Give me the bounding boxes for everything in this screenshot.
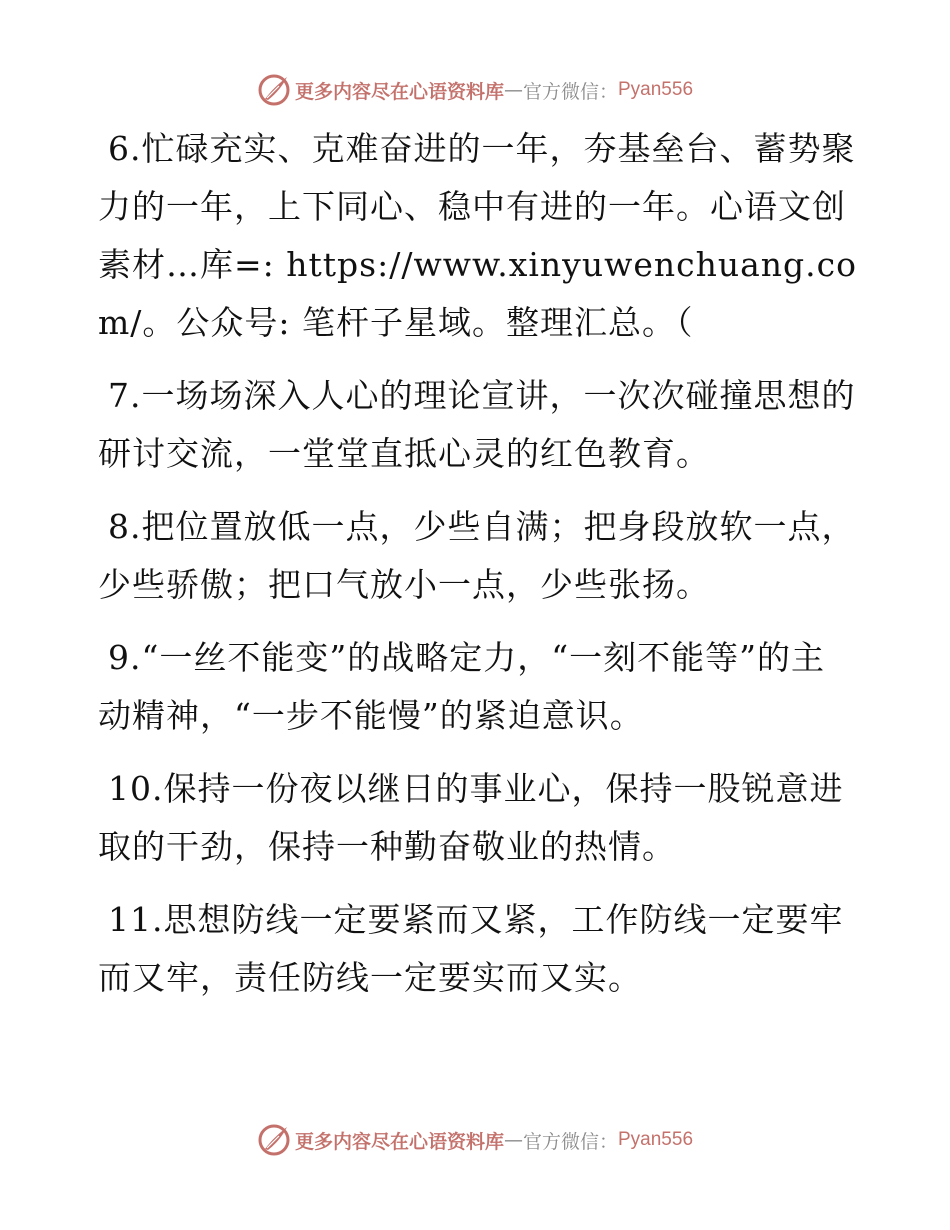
paragraph-text: 一场场深入人心的理论宣讲，一次次碰撞思想的研讨交流，一堂堂直抵心灵的红色教育。 xyxy=(98,376,856,473)
paragraph-text: 忙碌充实、克难奋进的一年，夯基垒台、蓄势聚力的一年，上下同心、稳中有进的一年。心语文创素材…库=: https://www.xinyuwenchuang.com/。公众号: 笔杆子星域。整理汇总。（ xyxy=(98,129,857,342)
paragraph-text: 思想防线一定要紧而又紧，工作防线一定要牢而又牢，责任防线一定要实而又实。 xyxy=(98,900,844,997)
watermark-text: 更多内容尽在心语资料库 xyxy=(294,80,504,103)
watermark-separator: — xyxy=(503,1129,523,1151)
paragraph-number: 7. xyxy=(108,376,142,415)
paragraph-number: 6. xyxy=(108,129,142,168)
paragraph-number: 11. xyxy=(108,900,164,939)
watermark-wechat-id: Pyan556 xyxy=(618,79,694,100)
paragraph-number: 10. xyxy=(108,769,164,808)
paragraph-number: 9. xyxy=(108,638,142,677)
feather-pen-icon xyxy=(257,1123,291,1157)
paragraph-text: 把位置放低一点，少些自满；把身段放软一点，少些骄傲；把口气放小一点，少些张扬。 xyxy=(98,507,856,604)
watermark-separator: — xyxy=(503,79,523,101)
paragraph-10 xyxy=(98,760,858,876)
paragraph-text: “一丝不能变”的战略定力，“一刻不能等”的主动精神，“一步不能慢”的紧迫意识。 xyxy=(98,638,825,735)
watermark-wechat-label: 官方微信： xyxy=(522,1130,618,1153)
paragraph-11 xyxy=(98,891,858,1007)
watermark-text: 更多内容尽在心语资料库 xyxy=(294,1130,504,1153)
watermark-wechat-label: 官方微信： xyxy=(522,80,618,103)
feather-pen-icon xyxy=(257,73,291,107)
header-watermark xyxy=(0,70,950,110)
footer-watermark xyxy=(0,1120,950,1160)
watermark-wechat-id: Pyan556 xyxy=(618,1129,694,1150)
document-body xyxy=(98,120,858,1022)
paragraph-text: 保持一份夜以继日的事业心，保持一股锐意进取的干劲，保持一种勤奋敬业的热情。 xyxy=(98,769,844,866)
paragraph-number: 8. xyxy=(108,507,142,546)
paragraph-9 xyxy=(98,629,858,745)
paragraph-7 xyxy=(98,367,858,483)
paragraph-8 xyxy=(98,498,858,614)
paragraph-6 xyxy=(98,120,858,352)
